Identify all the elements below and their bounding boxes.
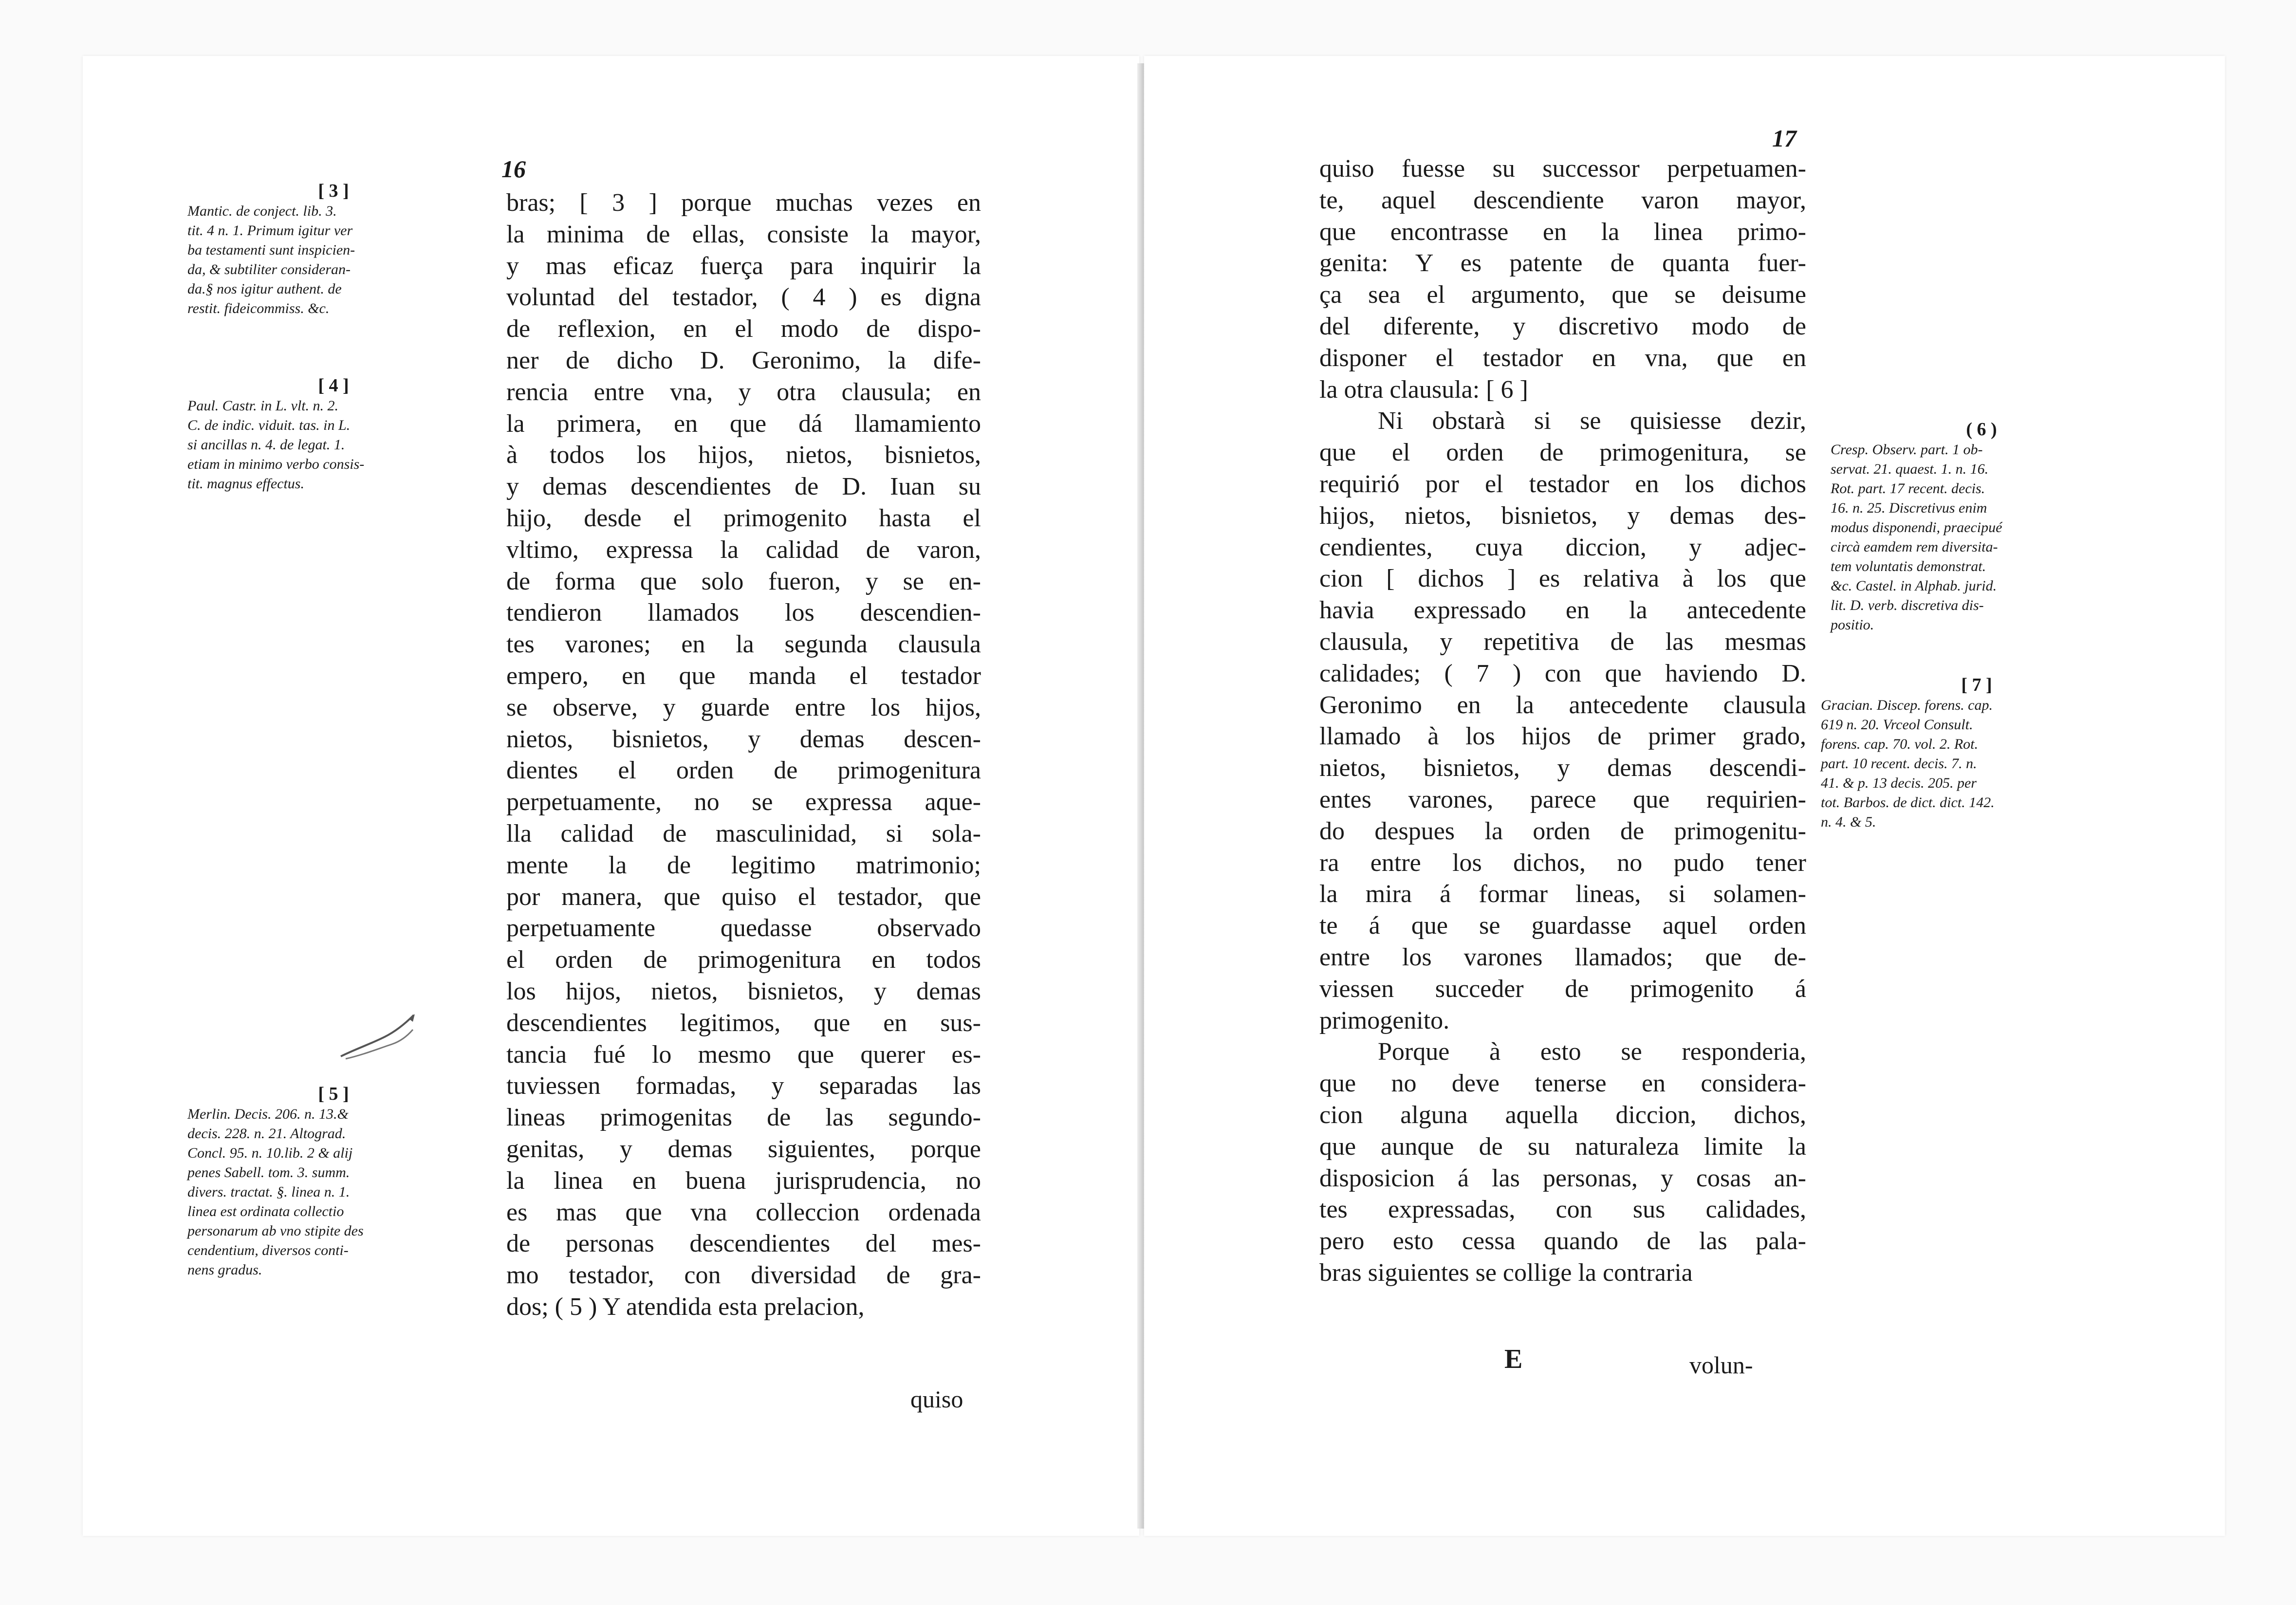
text-line: lla calidad de masculinidad, si sola- [506, 819, 981, 848]
margin-note-line: tem voluntatis demonstrat. [1831, 558, 1986, 574]
margin-note-line: C. de indic. viduit. tas. in L. [187, 417, 351, 433]
margin-note-line: n. 4. & 5. [1821, 814, 1876, 830]
margin-note-line: Merlin. Decis. 206. n. 13.& [187, 1106, 349, 1122]
margin-note-line: restit. fideicommiss. &c. [187, 300, 330, 316]
text-line: entes varones, parece que requirien- [1319, 785, 1806, 813]
text-line: mente la de legitimo matrimonio; [506, 851, 981, 879]
text-line: la linea en buena jurisprudencia, no [506, 1166, 981, 1195]
text-line: rencia entre vna, y otra clausula; en [506, 378, 981, 406]
margin-note-line: 41. & p. 13 decis. 205. per [1821, 775, 1977, 791]
text-line: havia expressado en la antecedente [1319, 596, 1806, 625]
text-line: tes expressadas, con sus calidades, [1319, 1196, 1806, 1224]
text-line: Geronimo en la antecedente clausula [1319, 691, 1806, 719]
margin-note-3 [187, 180, 480, 318]
margin-note-7 [1821, 674, 2132, 832]
page-number-right: 17 [1772, 125, 1796, 152]
text-line: y demas descendientes de D. Iuan su [506, 473, 981, 501]
margin-note-line: forens. cap. 70. vol. 2. Rot. [1821, 736, 1979, 752]
margin-note-marker: [ 7 ] [1961, 675, 1992, 695]
text-line: que aunque de su naturaleza limite la [1319, 1132, 1806, 1161]
text-line: hijos, nietos, bisnietos, y demas des- [1319, 501, 1806, 530]
text-line: de personas descendientes del mes- [506, 1230, 981, 1258]
text-line: te á que se guardasse aquel orden [1319, 912, 1806, 940]
text-line: dos; ( 5 ) Y atendida esta prelacion, [506, 1292, 865, 1321]
text-line: que encontrasse en la linea primo- [1319, 218, 1806, 246]
text-line: la otra clausula: [ 6 ] [1319, 375, 1528, 404]
page-number-left: 16 [501, 155, 526, 183]
text-line: nietos, bisnietos, y demas descen- [506, 725, 981, 753]
margin-note-line: tit. 4 n. 1. Primum igitur ver [187, 222, 353, 239]
margin-note-line: ba testamenti sunt inspicien- [187, 242, 355, 258]
text-line: lineas primogenitas de las segundo- [506, 1104, 981, 1132]
margin-note-line: personarum ab vno stipite des [187, 1223, 364, 1239]
margin-note-line: decis. 228. n. 21. Altograd. [187, 1125, 346, 1142]
margin-note-marker: [ 4 ] [318, 375, 349, 396]
margin-note-4 [187, 375, 480, 494]
text-line: cendientes, cuya diccion, y adjec- [1319, 533, 1806, 561]
text-line: tuviessen formadas, y separadas las [506, 1072, 981, 1100]
text-line: hijo, desde el primogenito hasta el [506, 504, 981, 532]
margin-note-line: divers. tractat. §. linea n. 1. [187, 1184, 350, 1200]
text-line: genita: Y es patente de quanta fuer- [1319, 249, 1806, 277]
text-line: mo testador, con diversidad de gra- [506, 1261, 981, 1290]
margin-note-line: part. 10 recent. decis. 7. n. [1821, 756, 1977, 772]
main-text-right [1319, 153, 1806, 1289]
margin-note-line: linea est ordinata collectio [187, 1203, 344, 1219]
pointing-hand-icon [336, 1010, 419, 1069]
text-line: à todos los hijos, nietos, bisnietos, [506, 441, 981, 469]
margin-note-marker: [ 3 ] [318, 181, 349, 201]
text-line: do despues la orden de primogenitu- [1319, 817, 1806, 845]
margin-note-marker: [ 5 ] [318, 1084, 349, 1104]
margin-note-6 [1831, 419, 2132, 635]
margin-note-line: penes Sabell. tom. 3. summ. [187, 1164, 350, 1181]
text-line: genitas, y demas siguientes, porque [506, 1135, 981, 1163]
text-line: se observe, y guarde entre los hijos, [506, 693, 981, 721]
text-line: voluntad del testador, ( 4 ) es digna [506, 283, 981, 312]
text-line: el orden de primogenitura en todos [506, 946, 981, 974]
text-line: disposicion á las personas, y cosas an- [1319, 1164, 1806, 1192]
text-line: requirió por el testador en los dichos [1319, 470, 1806, 498]
text-line: ra entre los dichos, no pudo tener [1319, 849, 1806, 877]
text-line: dientes el orden de primogenitura [506, 756, 981, 785]
text-line: tancia fué lo mesmo que querer es- [506, 1040, 981, 1069]
catchword-left: quiso [910, 1385, 963, 1413]
margin-note-line: servat. 21. quaest. 1. n. 16. [1831, 461, 1989, 477]
text-line: vltimo, expressa la calidad de varon, [506, 535, 981, 564]
catchword-right: volun- [1689, 1351, 1753, 1379]
text-line: nietos, bisnietos, y demas descendi- [1319, 754, 1806, 782]
margin-note-line: Rot. part. 17 recent. decis. [1831, 480, 1985, 497]
text-line: ner de dicho D. Geronimo, la dife- [506, 346, 981, 374]
text-line: tendieron llamados los descendien- [506, 599, 981, 627]
text-line: empero, en que manda el testador [506, 662, 981, 690]
margin-note-line: circà eamdem rem diversita- [1831, 539, 1998, 555]
margin-note-line: da.§ nos igitur authent. de [187, 281, 342, 297]
text-line: entre los varones llamados; que de- [1319, 943, 1806, 971]
text-line: es mas que vna colleccion ordenada [506, 1198, 981, 1226]
margin-note-line: lit. D. verb. discretiva dis- [1831, 597, 1984, 613]
text-line: cion alguna aquella diccion, dichos, [1319, 1101, 1806, 1129]
text-line: llamado à los hijos de primer grado, [1319, 722, 1806, 751]
margin-note-line: &c. Castel. in Alphab. jurid. [1831, 578, 1997, 594]
main-text-left [506, 187, 981, 1323]
text-line: Ni obstarà si se quisiesse dezir, [1378, 407, 1806, 435]
margin-note-line: Mantic. de conject. lib. 3. [187, 203, 337, 219]
text-line: la minima de ellas, consiste la mayor, [506, 220, 981, 248]
margin-note-line: 16. n. 25. Discretivus enim [1831, 500, 1987, 516]
margin-note-line: nens gradus. [187, 1262, 262, 1278]
text-line: Porque à esto se responderia, [1378, 1038, 1806, 1066]
text-line: por manera, que quiso el testador, que [506, 883, 981, 911]
text-line: perpetuamente, no se expressa aque- [506, 788, 981, 816]
text-line: descendientes legitimos, que en sus- [506, 1009, 981, 1037]
margin-note-line: Cresp. Observ. part. 1 ob- [1831, 442, 1983, 458]
text-line: disponer el testador en vna, que en [1319, 344, 1806, 372]
margin-note-marker: ( 6 ) [1966, 419, 1997, 440]
text-line: tes varones; en la segunda clausula [506, 630, 981, 659]
text-line: la mira á formar lineas, si solamen- [1319, 880, 1806, 908]
text-line: de forma que solo fueron, y se en- [506, 567, 981, 595]
text-line: primogenito. [1319, 1006, 1450, 1034]
text-line: te, aquel descendiente varon mayor, [1319, 186, 1806, 214]
text-line: perpetuamente quedasse observado [506, 914, 981, 942]
margin-note-line: Concl. 95. n. 10.lib. 2 & alij [187, 1145, 353, 1161]
text-line: bras siguientes se collige la contraria [1319, 1258, 1693, 1287]
text-line: clausula, y repetitiva de las mesmas [1319, 627, 1806, 656]
margin-note-line: si ancillas n. 4. de legat. 1. [187, 437, 345, 453]
text-line: pero esto cessa quando de las pala- [1319, 1227, 1806, 1255]
signature-mark: E [1504, 1344, 1523, 1374]
text-line: que el orden de primogenitura, se [1319, 439, 1806, 467]
margin-note-5 [187, 1083, 480, 1280]
margin-note-line: tot. Barbos. de dict. dict. 142. [1821, 794, 1995, 811]
text-line: quiso fuesse su successor perpetuamen- [1319, 155, 1806, 183]
margin-note-line: etiam in minimo verbo consis- [187, 456, 365, 472]
margin-note-line: tit. magnus effectus. [187, 476, 304, 492]
margin-note-line: cendentium, diversos conti- [187, 1242, 349, 1258]
margin-note-line: Paul. Castr. in L. vlt. n. 2. [187, 398, 339, 414]
text-line: y mas eficaz fuerça para inquirir la [506, 252, 981, 280]
text-line: la primera, en que dá llamamiento [506, 409, 981, 438]
text-line: bras; [ 3 ] porque muchas vezes en [506, 189, 981, 217]
margin-note-line: modus disponendi, praecipué [1831, 519, 2002, 535]
text-line: los hijos, nietos, bisnietos, y demas [506, 977, 981, 1005]
text-line: del diferente, y discretivo modo de [1319, 312, 1806, 340]
text-line: viessen succeder de primogenito á [1319, 975, 1806, 1003]
text-line: de reflexion, en el modo de dispo- [506, 315, 981, 343]
text-line: calidades; ( 7 ) con que haviendo D. [1319, 659, 1806, 687]
margin-note-line: da, & subtiliter consideran- [187, 261, 351, 277]
text-line: cion [ dichos ] es relativa à los que [1319, 565, 1806, 593]
margin-note-line: 619 n. 20. Vrceol Consult. [1821, 717, 1973, 733]
text-line: que no deve tenerse en considera- [1319, 1070, 1806, 1098]
text-line: ça sea el argumento, que se deisume [1319, 281, 1806, 309]
margin-note-line: Gracian. Discep. forens. cap. [1821, 697, 1993, 713]
margin-note-line: positio. [1831, 617, 1874, 633]
show-through-text [1831, 156, 2103, 175]
